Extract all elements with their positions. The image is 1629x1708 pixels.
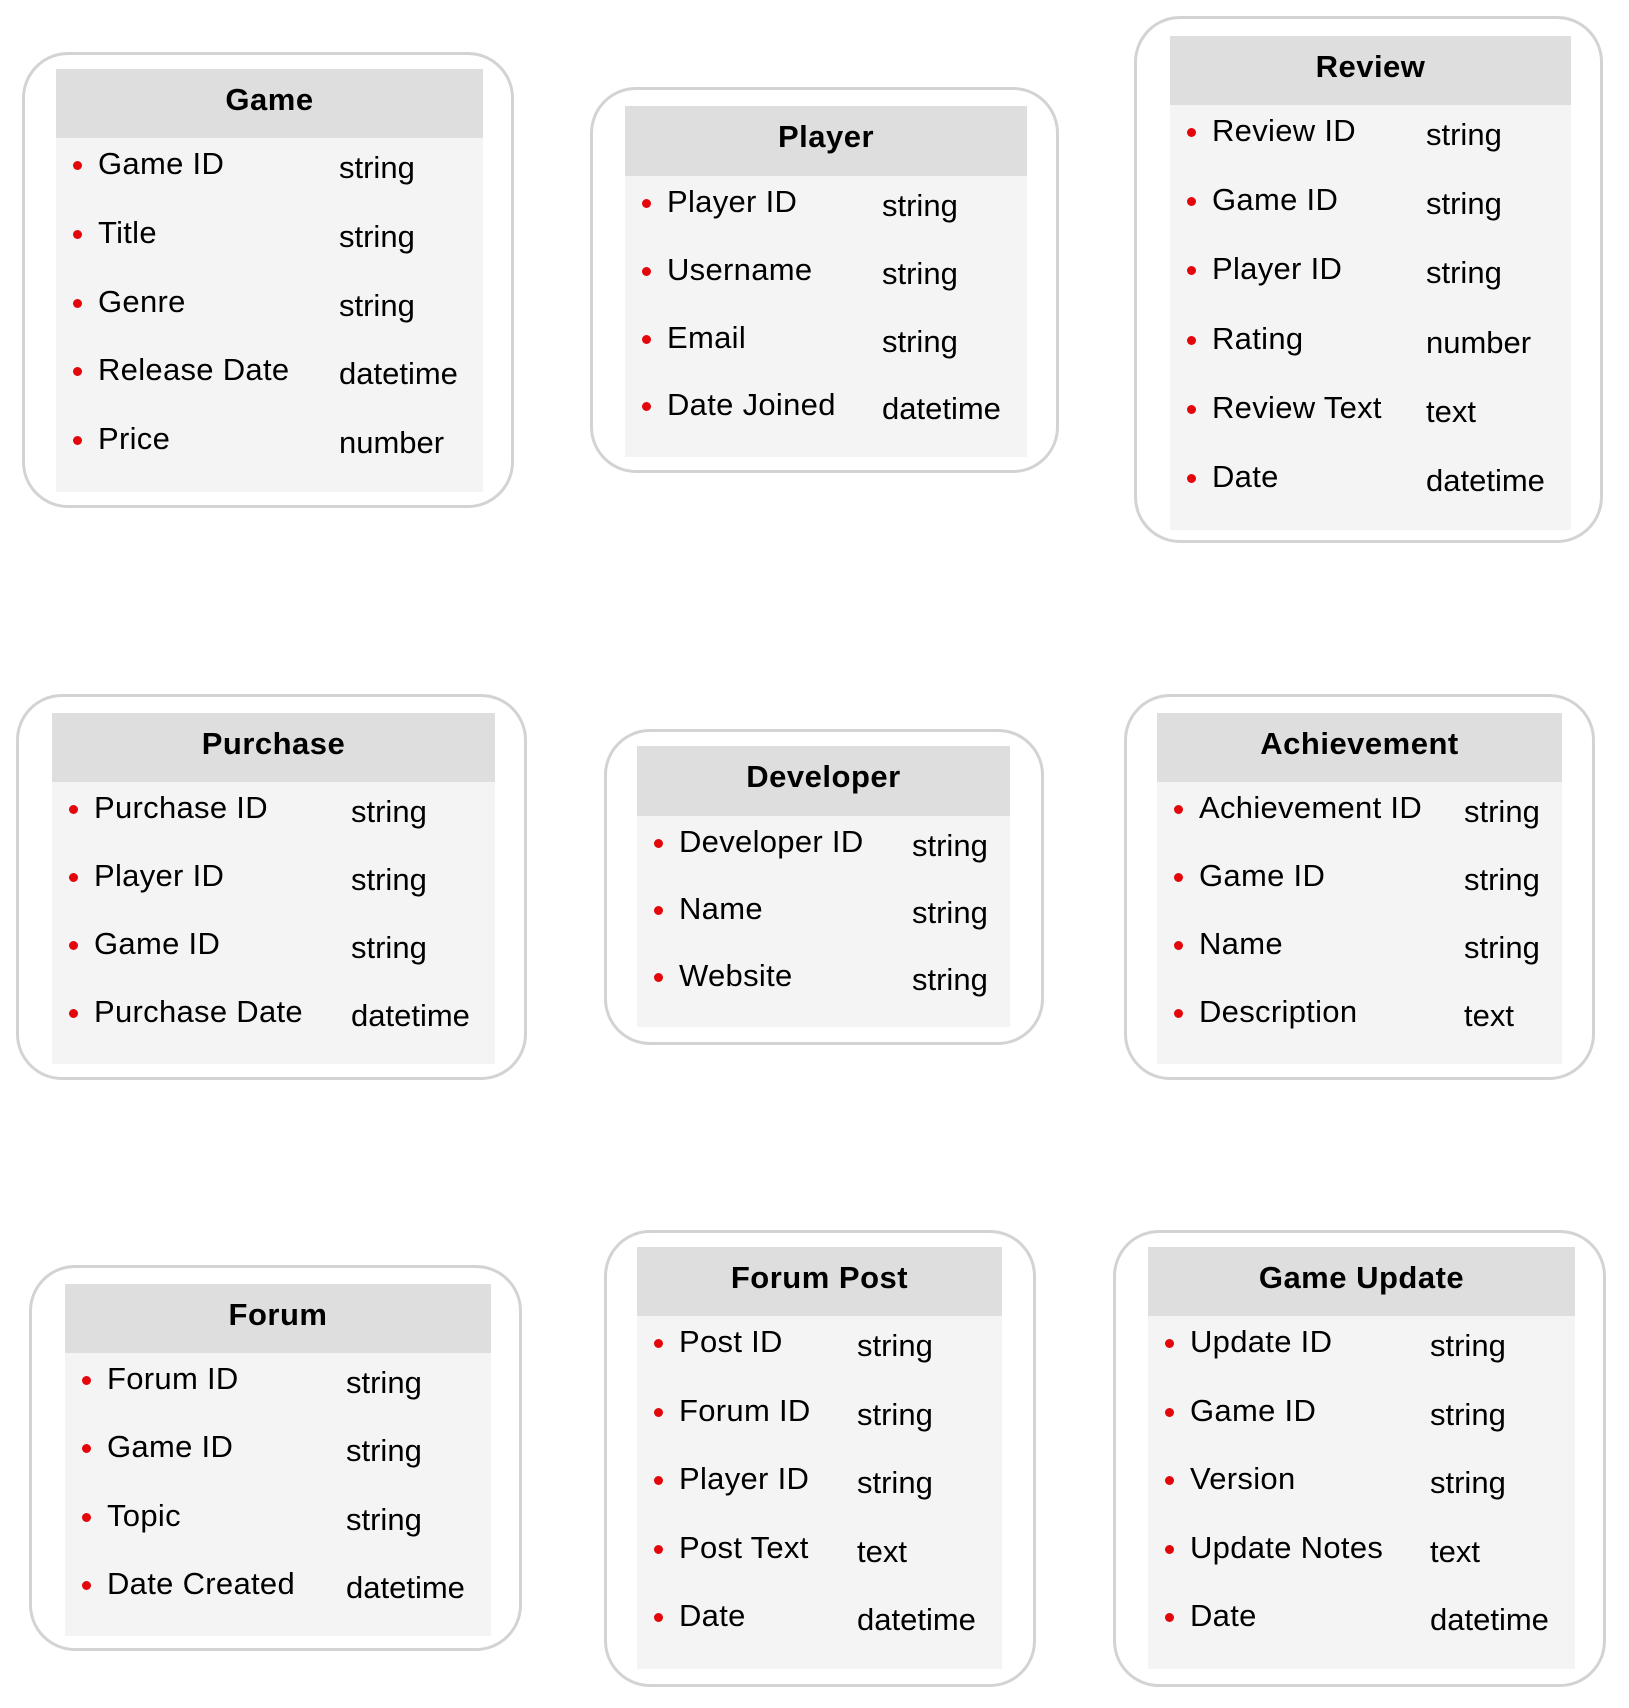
field-type: string xyxy=(882,188,958,223)
field-row[interactable] xyxy=(1157,986,1562,1054)
field-name: Post ID xyxy=(679,1324,783,1359)
bullet-icon xyxy=(654,973,663,982)
field-type: text xyxy=(857,1533,907,1569)
field-name: Player ID xyxy=(667,184,798,219)
field-type: string xyxy=(1430,1328,1506,1363)
bullet-icon xyxy=(73,299,82,308)
bullet-icon xyxy=(1174,1009,1183,1018)
entity-header xyxy=(65,1284,491,1353)
entity-title: Developer xyxy=(746,759,901,794)
field-row[interactable] xyxy=(637,1316,1002,1385)
field-row[interactable] xyxy=(52,918,495,986)
field-list xyxy=(65,1353,491,1636)
field-name: Update Notes xyxy=(1190,1529,1384,1565)
bullet-icon xyxy=(1174,941,1183,950)
field-type: string xyxy=(1430,1465,1506,1501)
field-row[interactable] xyxy=(637,1590,1002,1659)
field-type: string xyxy=(339,218,415,254)
field-name: Version xyxy=(1190,1461,1296,1497)
field-row[interactable] xyxy=(625,176,1027,244)
field-name: Name xyxy=(1199,926,1283,961)
bullet-icon xyxy=(654,1613,663,1622)
field-type: string xyxy=(882,255,958,291)
entity-table xyxy=(625,106,1027,457)
field-row[interactable] xyxy=(65,1353,491,1421)
field-name: Game ID xyxy=(1199,858,1326,893)
field-type: string xyxy=(1464,930,1540,965)
bullet-icon xyxy=(69,1009,78,1018)
field-row[interactable] xyxy=(1170,382,1571,451)
field-row[interactable] xyxy=(637,816,1010,883)
field-row[interactable] xyxy=(1170,313,1571,382)
entity-table xyxy=(637,1247,1002,1669)
field-row[interactable] xyxy=(637,883,1010,950)
bullet-icon xyxy=(654,1408,663,1417)
field-type: number xyxy=(339,425,445,461)
field-type: string xyxy=(882,323,958,359)
bullet-icon xyxy=(73,367,82,376)
entity-table xyxy=(1170,36,1571,530)
field-type: string xyxy=(1426,117,1502,152)
bullet-icon xyxy=(654,839,663,848)
field-row[interactable] xyxy=(1170,174,1571,243)
field-row[interactable] xyxy=(65,1421,491,1489)
bullet-icon xyxy=(654,1476,663,1485)
field-name: Topic xyxy=(107,1497,181,1533)
field-row[interactable] xyxy=(1170,451,1571,520)
field-row[interactable] xyxy=(625,379,1027,447)
field-row[interactable] xyxy=(56,138,483,207)
field-type: datetime xyxy=(882,391,1001,427)
entity-header xyxy=(1148,1247,1575,1316)
entity-title: Achievement xyxy=(1260,725,1459,761)
field-list xyxy=(1157,782,1562,1064)
field-name: Player ID xyxy=(94,858,225,893)
field-row[interactable] xyxy=(1157,782,1562,850)
entity-title: Player xyxy=(777,119,875,154)
entity-header xyxy=(1170,36,1571,105)
entity-table xyxy=(52,713,495,1064)
field-row[interactable] xyxy=(637,950,1010,1017)
entity-title: Review xyxy=(1315,48,1426,84)
entity-table xyxy=(56,69,483,492)
bullet-icon xyxy=(1187,197,1196,206)
bullet-icon xyxy=(1165,1613,1174,1622)
bullet-icon xyxy=(82,1444,91,1453)
field-row[interactable] xyxy=(56,413,483,482)
field-row[interactable] xyxy=(637,1453,1002,1522)
field-type: string xyxy=(346,1365,422,1400)
field-list xyxy=(1170,105,1571,530)
bullet-icon xyxy=(82,1581,91,1590)
field-type: string xyxy=(1426,255,1502,291)
field-name: Email xyxy=(667,319,747,355)
field-row[interactable] xyxy=(1170,105,1571,174)
bullet-icon xyxy=(1187,128,1196,137)
entity-title: Forum Post xyxy=(730,1259,909,1295)
field-name: Date Joined xyxy=(667,387,836,423)
field-row[interactable] xyxy=(1148,1590,1575,1659)
entity-title: Game xyxy=(225,81,314,117)
field-row[interactable] xyxy=(637,1522,1002,1591)
bullet-icon xyxy=(82,1376,91,1385)
field-name: Forum ID xyxy=(107,1361,239,1396)
field-name: Achievement ID xyxy=(1199,790,1423,825)
field-row[interactable] xyxy=(52,850,495,918)
field-name: Forum ID xyxy=(679,1392,811,1428)
field-type: text xyxy=(1426,393,1476,429)
field-name: Description xyxy=(1199,994,1358,1029)
bullet-icon xyxy=(642,267,651,276)
field-name: Purchase ID xyxy=(94,790,268,825)
field-name: Game ID xyxy=(94,926,221,961)
field-type: text xyxy=(1464,998,1514,1033)
field-row[interactable] xyxy=(625,312,1027,380)
bullet-icon xyxy=(654,1545,663,1554)
bullet-icon xyxy=(642,199,651,208)
field-name: Release Date xyxy=(98,352,290,388)
field-row[interactable] xyxy=(637,1385,1002,1454)
entity-title: Forum xyxy=(228,1296,328,1332)
field-name: Review ID xyxy=(1212,113,1356,148)
field-list xyxy=(1148,1316,1575,1669)
field-type: string xyxy=(351,930,427,965)
field-row[interactable] xyxy=(1148,1316,1575,1385)
entity-title: Purchase xyxy=(201,725,346,761)
entity-header xyxy=(637,1247,1002,1316)
bullet-icon xyxy=(73,230,82,239)
field-type: string xyxy=(857,1328,933,1363)
bullet-icon xyxy=(1187,474,1196,483)
field-list xyxy=(52,782,495,1064)
bullet-icon xyxy=(1187,405,1196,414)
bullet-icon xyxy=(73,436,82,445)
field-row[interactable] xyxy=(56,276,483,345)
field-name: Update ID xyxy=(1190,1324,1333,1359)
field-type: string xyxy=(351,794,427,829)
bullet-icon xyxy=(642,335,651,344)
field-type: string xyxy=(1464,862,1540,897)
field-row[interactable] xyxy=(1148,1453,1575,1522)
field-name: Username xyxy=(667,251,813,287)
field-row[interactable] xyxy=(65,1490,491,1558)
field-name: Game ID xyxy=(98,146,225,181)
field-type: string xyxy=(339,150,415,185)
field-type: datetime xyxy=(857,1602,976,1638)
field-name: Date Created xyxy=(107,1565,295,1601)
bullet-icon xyxy=(69,941,78,950)
bullet-icon xyxy=(642,402,651,411)
field-type: string xyxy=(912,962,988,997)
bullet-icon xyxy=(1174,873,1183,882)
field-name: Rating xyxy=(1212,320,1304,356)
field-type: string xyxy=(1464,794,1540,829)
field-name: Date xyxy=(1212,458,1279,494)
entity-table xyxy=(1148,1247,1575,1669)
field-list xyxy=(637,1316,1002,1669)
field-list xyxy=(637,816,1010,1027)
bullet-icon xyxy=(1187,266,1196,275)
bullet-icon xyxy=(82,1513,91,1522)
field-row[interactable] xyxy=(52,986,495,1054)
field-row[interactable] xyxy=(1157,918,1562,986)
bullet-icon xyxy=(1187,336,1196,345)
field-type: string xyxy=(912,895,988,930)
field-type: string xyxy=(857,1396,933,1432)
bullet-icon xyxy=(1174,805,1183,814)
field-row[interactable] xyxy=(1170,243,1571,312)
bullet-icon xyxy=(1165,1476,1174,1485)
bullet-icon xyxy=(1165,1339,1174,1348)
field-name: Player ID xyxy=(679,1461,810,1497)
field-name: Post Text xyxy=(679,1529,809,1565)
field-name: Title xyxy=(98,214,157,250)
entity-header xyxy=(625,106,1027,176)
field-name: Review Text xyxy=(1212,389,1382,425)
field-row[interactable] xyxy=(625,244,1027,312)
field-row[interactable] xyxy=(56,207,483,276)
field-type: string xyxy=(857,1465,933,1501)
entity-header xyxy=(1157,713,1562,782)
entity-title: Game Update xyxy=(1258,1259,1465,1295)
field-type: datetime xyxy=(346,1569,465,1605)
field-name: Name xyxy=(679,891,763,926)
bullet-icon xyxy=(654,906,663,915)
field-type: string xyxy=(1430,1396,1506,1432)
field-row[interactable] xyxy=(65,1558,491,1626)
field-type: datetime xyxy=(1430,1602,1549,1638)
field-name: Genre xyxy=(98,283,186,319)
field-row[interactable] xyxy=(1157,850,1562,918)
field-type: string xyxy=(351,862,427,897)
field-name: Price xyxy=(98,421,171,457)
field-type: datetime xyxy=(1426,462,1545,498)
entity-header xyxy=(637,746,1010,816)
bullet-icon xyxy=(1165,1545,1174,1554)
field-row[interactable] xyxy=(1148,1385,1575,1454)
field-name: Purchase Date xyxy=(94,994,303,1029)
field-name: Date xyxy=(679,1598,746,1634)
field-name: Game ID xyxy=(107,1429,234,1465)
entity-table xyxy=(65,1284,491,1636)
field-type: datetime xyxy=(351,998,470,1033)
field-name: Player ID xyxy=(1212,251,1343,287)
field-list xyxy=(625,176,1027,457)
field-type: string xyxy=(912,828,988,863)
field-type: string xyxy=(346,1501,422,1537)
bullet-icon xyxy=(654,1339,663,1348)
entity-header xyxy=(56,69,483,138)
field-type: number xyxy=(1426,324,1532,360)
field-list xyxy=(56,138,483,492)
field-name: Developer ID xyxy=(679,824,864,859)
field-name: Game ID xyxy=(1212,182,1339,218)
field-row[interactable] xyxy=(56,344,483,413)
field-type: datetime xyxy=(339,356,458,392)
field-type: text xyxy=(1430,1533,1480,1569)
entity-header xyxy=(52,713,495,782)
entity-table xyxy=(1157,713,1562,1064)
bullet-icon xyxy=(1165,1408,1174,1417)
field-name: Game ID xyxy=(1190,1392,1317,1428)
field-row[interactable] xyxy=(52,782,495,850)
field-name: Website xyxy=(679,958,793,993)
field-name: Date xyxy=(1190,1598,1257,1634)
bullet-icon xyxy=(69,805,78,814)
bullet-icon xyxy=(73,161,82,170)
field-type: string xyxy=(1426,186,1502,222)
entity-table xyxy=(637,746,1010,1027)
field-row[interactable] xyxy=(1148,1522,1575,1591)
field-type: string xyxy=(339,287,415,323)
bullet-icon xyxy=(69,873,78,882)
field-type: string xyxy=(346,1433,422,1469)
